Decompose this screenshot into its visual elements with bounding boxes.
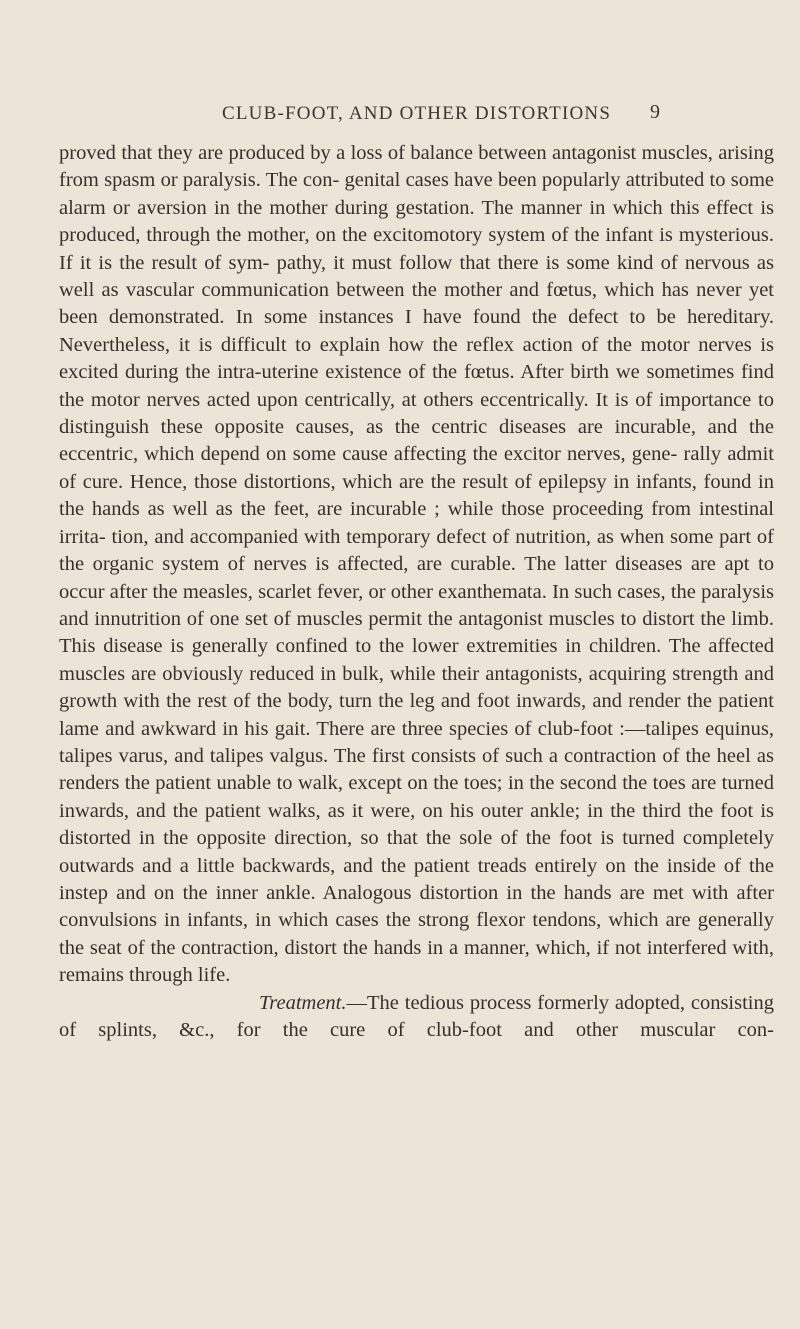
treatment-heading: Treatment. [259,991,347,1014]
paragraph-1: proved that they are produced by a loss of balance between antagonist muscles, arising from spasm or paralysis. The con- genital cases have been popularly attributed to some alarm or aversion in the mother during gestation. The manner in which this effect is produced, through the mother, on the excitomotory system of the infant is mysterious. If it is the result of sym- pathy, it must follow that there is some kind of nervous as well as vascular communication between the mother and fœtus, which has never yet been demonstrated. In some instances I have found the defect to be hereditary. Nevertheless, it is difficult to explain how the reflex action of the motor nerves is excited during the intra-uterine existence of the fœtus. After birth we sometimes find the motor nerves acted upon centrically, at others eccentrically. It is of importance to distinguish these opposite causes, as the centric diseases are incurable, and the eccentric, which depend on some cause affecting the excitor nerves, gene- rally admit of cure. Hence, those distortions, which are the result of epilepsy in infants, found in the hands as well as the feet, are incurable ; while those proceeding from intestinal irrita- tion, and accompanied with temporary defect of nutrition, as when some part of the organic system of nerves is affected, are curable. The latter diseases are apt to occur after the measles, scarlet fever, or other exanthemata. In such cases, the paralysis and innutrition of one set of muscles permit the antagonist muscles to distort the limb. This disease is generally confined to the lower extremities in children. The affected muscles are obviously reduced in bulk, while their antagonists, acquiring strength and growth with the rest of the body, turn the leg and foot inwards, and render the patient lame and awkward in his gait. There are three species of club-foot :—talipes equinus, talipes varus, and talipes valgus. The first consists of such a contraction of the heel as renders the patient unable to walk, except on the toes; in the second the toes are turned inwards, and the patient walks, as it were, on his outer ankle; in the third the foot is distorted in the opposite direction, so that the sole of the foot is turned completely outwards and a little backwards, and the patient treads entirely on the inside of the instep and on the inner ankle. Analogous distortion in the hands are met with after convulsions in infants, in which cases the strong flexor tendons, which are generally the seat of the contraction, distort the hands in a manner, which, if not interfered with, remains through life. [59,142,774,987]
paragraph-2 [59,990,774,1045]
paragraph-2-text: —The tedious process formerly adopted, consisting of splints, &c., for the cure of club-foot and other muscular con- [59,991,774,1041]
running-title: CLUB-FOOT, AND OTHER DISTORTIONS [222,103,612,124]
body-text [59,140,774,1044]
page-number: 9 [650,101,660,123]
